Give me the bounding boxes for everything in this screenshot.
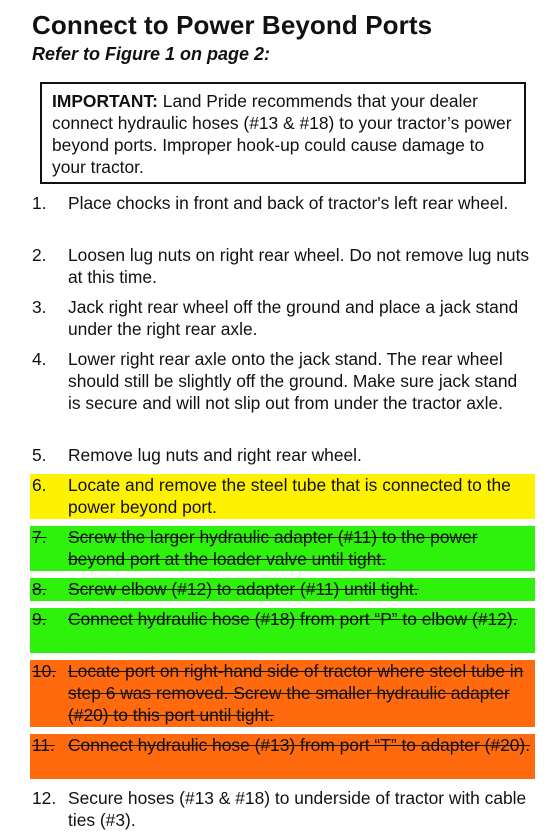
important-label: IMPORTANT: [52, 91, 158, 111]
step-text: Screw the larger hydraulic adapter (#11) to the power beyond port at the loader valve until tight. [68, 527, 478, 569]
step-text: Screw elbow (#12) to adapter (#11) until tight. [68, 579, 419, 599]
step-number: 8. [32, 579, 47, 599]
step-text: Loosen lug nuts on right rear wheel. Do not remove lug nuts at this time. [68, 245, 530, 287]
step-number: 2. [32, 245, 47, 265]
page-title: Connect to Power Beyond Ports [32, 10, 433, 40]
step-text: Jack right rear wheel off the ground and place a jack stand under the right rear axle. [68, 297, 519, 339]
step-text: Secure hoses (#13 & #18) to underside of tractor with cable ties (#3). [68, 788, 527, 830]
step-number: 4. [32, 349, 47, 369]
step-number: 10. [32, 661, 57, 681]
step-number: 9. [32, 609, 47, 629]
step-text: Lower right rear axle onto the jack stand. The rear wheel should still be slightly off the ground. Make sure jack stand is secure and will not slip out from under the tractor axle. [68, 349, 518, 413]
step-text: Locate port on right-hand side of tractor where steel tube in step 6 was removed. Screw the smaller hydraulic adapter (#20) to this port until tight. [68, 661, 524, 725]
step-number: 3. [32, 297, 47, 317]
step-text: Connect hydraulic hose (#18) from port “P” to elbow (#12). [68, 609, 518, 629]
important-message: Land Pride recommends that your dealer connect hydraulic hoses (#13 & #18) to your tractor’s power beyond ports. Improper hook-up could cause damage to your tractor. [52, 91, 512, 177]
step-text: Locate and remove the steel tube that is connected to the power beyond port. [68, 475, 511, 517]
step-number: 1. [32, 193, 47, 213]
step-number: 6. [32, 475, 47, 495]
step-number: 7. [32, 527, 47, 547]
step-number: 5. [32, 445, 47, 465]
step-text: Place chocks in front and back of tractor's left rear wheel. [68, 193, 509, 213]
page-subtitle: Refer to Figure 1 on page 2: [32, 44, 271, 64]
step-number: 11. [32, 735, 55, 755]
step-text: Remove lug nuts and right rear wheel. [68, 445, 362, 465]
step-text: Connect hydraulic hose (#13) from port “T” to adapter (#20). [68, 735, 531, 755]
step-number: 12. [32, 788, 57, 808]
